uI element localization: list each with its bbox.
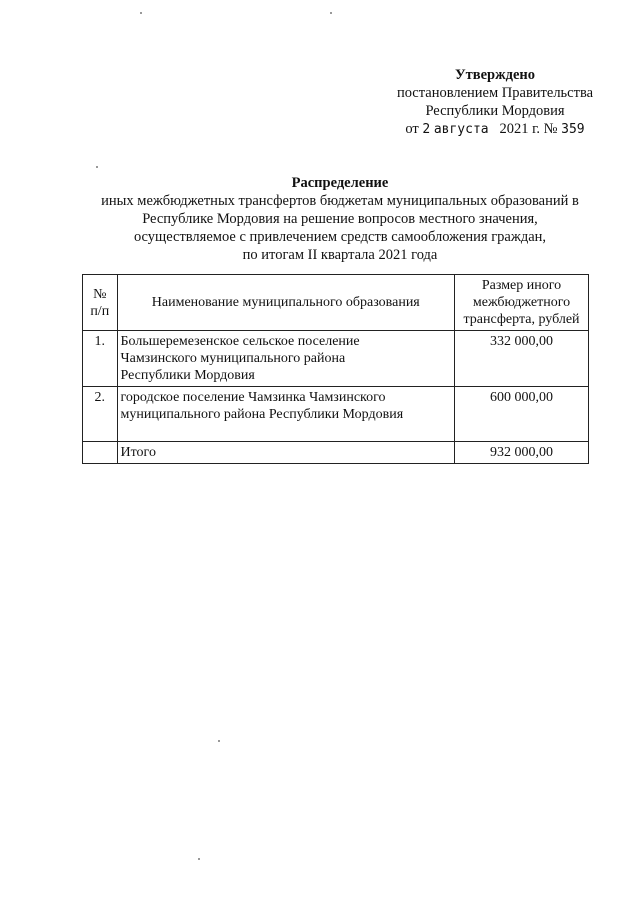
date-year: 2021 г. №	[499, 121, 558, 137]
document-title: Распределение	[291, 175, 389, 191]
header-num-line-1: №	[93, 286, 107, 302]
row-amount: 332 000,00	[455, 331, 589, 387]
header-amount	[455, 275, 589, 331]
approval-title: Утверждено	[455, 67, 535, 83]
row-name	[117, 331, 455, 387]
table-header-row	[83, 275, 589, 331]
date-month: августа	[433, 122, 489, 137]
row-name-line-1: городское поселение Чамзинка Чамзинского	[120, 390, 386, 405]
date-prefix: от	[405, 121, 419, 137]
approval-stamp	[370, 66, 620, 139]
approval-line-2: Республики Мордовия	[425, 103, 565, 119]
heading-line-2: Республике Мордовия на решение вопросов местного значения,	[142, 211, 538, 227]
header-num-line-2: п/п	[90, 303, 110, 319]
heading-line-3: осуществляемое с привлечением средств самообложения граждан,	[133, 229, 547, 245]
header-amount-line-2: межбюджетного	[472, 295, 571, 310]
document-heading	[60, 174, 620, 264]
table-row	[83, 387, 589, 442]
date-day: 2	[422, 122, 431, 137]
row-num: 2.	[83, 387, 118, 442]
scan-speck	[330, 12, 332, 14]
row-amount: 600 000,00	[455, 387, 589, 442]
total-num-cell	[83, 442, 118, 464]
total-label: Итого	[117, 442, 455, 464]
scan-speck	[198, 858, 200, 860]
table-total-row	[83, 442, 589, 464]
heading-line-4: по итогам II квартала 2021 года	[242, 247, 438, 263]
header-name: Наименование муниципального образования	[117, 275, 455, 331]
header-amount-line-1: Размер иного	[481, 278, 562, 293]
row-name-line-3: Республики Мордовия	[120, 368, 255, 383]
total-amount: 932 000,00	[455, 442, 589, 464]
row-name-line-2: муниципального района Республики Мордовия	[120, 407, 404, 422]
row-name-line-2: Чамзинского муниципального района	[120, 351, 346, 366]
distribution-table	[82, 274, 589, 464]
scan-speck	[96, 166, 98, 168]
row-name-line-1: Большеремезенское сельское поселение	[120, 334, 360, 349]
resolution-number: 359	[561, 122, 585, 137]
row-name	[117, 387, 455, 442]
approval-date	[370, 120, 620, 139]
header-amount-line-3: трансферта, рублей	[463, 312, 580, 327]
row-num: 1.	[83, 331, 118, 387]
header-num	[83, 275, 118, 331]
scan-speck	[140, 12, 142, 14]
approval-line-1: постановлением Правительства	[396, 85, 594, 101]
table-row	[83, 331, 589, 387]
scan-speck	[218, 740, 220, 742]
heading-line-1: иных межбюджетных трансфертов бюджетам муниципальных образований в	[101, 193, 579, 209]
